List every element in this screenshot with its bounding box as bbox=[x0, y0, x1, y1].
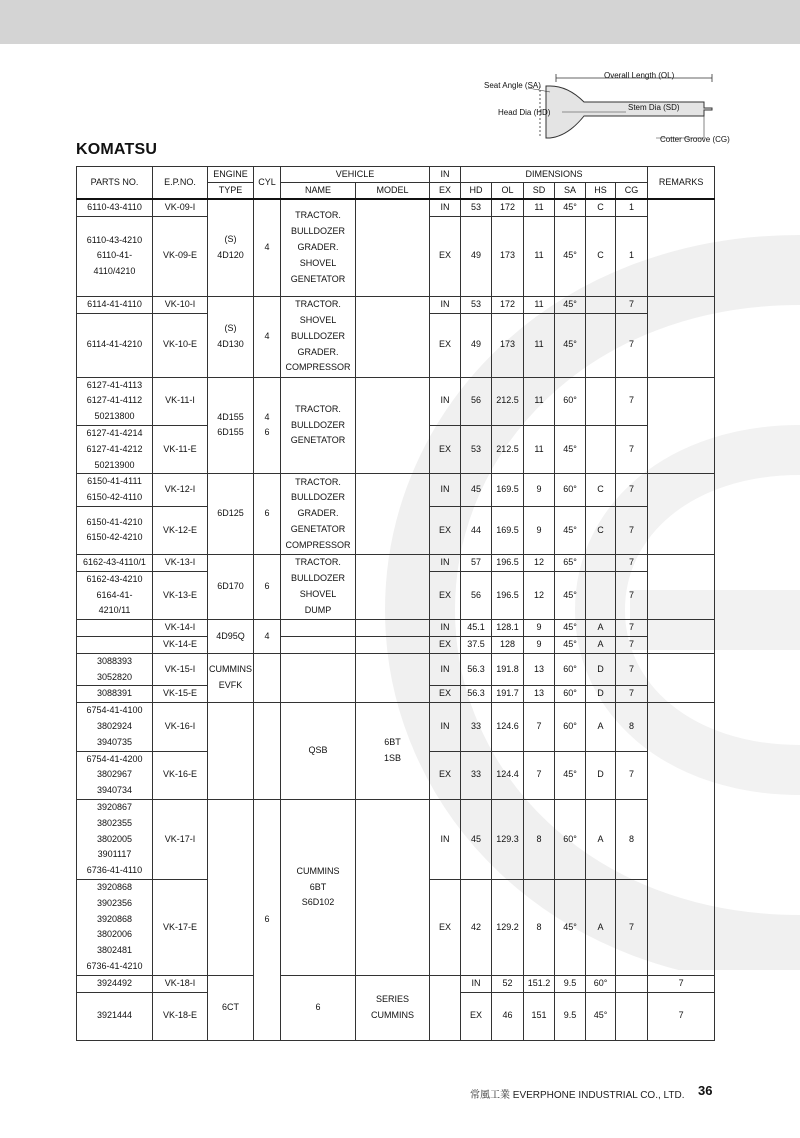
hs-cell: A bbox=[586, 620, 616, 637]
hd-cell: 53 bbox=[461, 199, 492, 216]
ep-no-cell: VK-11-I bbox=[153, 377, 208, 425]
io-cell: IN bbox=[430, 554, 461, 571]
parts-no-cell: 6114-41-4110 bbox=[77, 296, 153, 313]
company-name: 常風工業 EVERPHONE INDUSTRIAL CO., LTD. bbox=[470, 1090, 685, 1101]
sa-cell: 45° bbox=[555, 216, 586, 296]
ep-no-cell: VK-16-I bbox=[153, 703, 208, 751]
io-cell: EX bbox=[430, 425, 461, 473]
vehicle-name-cell: SERIES CUMMINS bbox=[356, 975, 430, 1040]
vehicle-model-cell bbox=[356, 377, 430, 474]
sa-cell: 45° bbox=[555, 571, 586, 619]
hd-cell: 52 bbox=[492, 975, 524, 992]
engine-type-cell: CUMMINS EVFK bbox=[208, 653, 254, 702]
vehicle-name-cell: CUMMINS 6BT S6D102 bbox=[281, 799, 356, 975]
sa-cell: 45° bbox=[555, 313, 586, 377]
cg-cell: 7 bbox=[648, 975, 715, 992]
hs-cell: A bbox=[586, 799, 616, 879]
parts-no-cell: 6114-41-4210 bbox=[77, 313, 153, 377]
hd-cell: 37.5 bbox=[461, 636, 492, 653]
io-cell: EX bbox=[430, 506, 461, 554]
hd-cell: 53 bbox=[461, 425, 492, 473]
sa-cell: 65° bbox=[555, 554, 586, 571]
io-cell: IN bbox=[430, 799, 461, 879]
remarks-cell bbox=[648, 620, 715, 654]
cyl-cell: 4 bbox=[254, 620, 281, 654]
engine-type-cell: (S) 4D120 bbox=[208, 199, 254, 296]
ep-no-cell: VK-11-E bbox=[153, 425, 208, 473]
sa-cell: 45° bbox=[586, 992, 616, 1040]
brand-title: KOMATSU bbox=[76, 141, 158, 158]
remarks-cell bbox=[648, 703, 715, 976]
remarks-cell bbox=[648, 296, 715, 377]
sa-cell: 45° bbox=[555, 636, 586, 653]
sa-cell: 60° bbox=[555, 703, 586, 751]
ol-cell: 212.5 bbox=[492, 377, 524, 425]
hd-cell: 33 bbox=[461, 751, 492, 799]
engine-type-cell: 6D125 bbox=[208, 474, 254, 555]
hs-cell: A bbox=[586, 703, 616, 751]
header-cyl: CYL bbox=[254, 167, 281, 200]
cg-cell: 7 bbox=[616, 425, 648, 473]
sa-cell: 45° bbox=[555, 879, 586, 975]
cg-cell: 7 bbox=[648, 992, 715, 1040]
io-cell: EX bbox=[430, 686, 461, 703]
ep-no-cell: VK-14-I bbox=[153, 620, 208, 637]
sd-cell: 11 bbox=[524, 313, 555, 377]
ep-no-cell: VK-10-I bbox=[153, 296, 208, 313]
hd-cell: 45 bbox=[461, 799, 492, 879]
io-cell: IN bbox=[430, 377, 461, 425]
sd-cell: 13 bbox=[524, 653, 555, 686]
io-cell: IN bbox=[430, 653, 461, 686]
table-row bbox=[77, 620, 715, 637]
sa-cell: 60° bbox=[555, 474, 586, 507]
vehicle-name-cell: TRACTOR. BULLDOZER GRADER. SHOVEL GENETATOR bbox=[281, 199, 356, 296]
engine-type-cell: 6CT bbox=[208, 975, 254, 1040]
vehicle-name-cell: TRACTOR. SHOVEL BULLDOZER GRADER. COMPRESSOR bbox=[281, 296, 356, 377]
vehicle-name-cell: TRACTOR. BULLDOZER SHOVEL DUMP bbox=[281, 554, 356, 619]
io-cell: IN bbox=[430, 296, 461, 313]
hs-cell bbox=[586, 377, 616, 425]
sd-cell: 9 bbox=[524, 636, 555, 653]
sa-cell: 45° bbox=[555, 751, 586, 799]
cg-cell: 7 bbox=[616, 377, 648, 425]
cg-cell: 7 bbox=[616, 474, 648, 507]
cg-cell: 7 bbox=[616, 296, 648, 313]
header-remarks: REMARKS bbox=[648, 167, 715, 200]
ol-cell: 129.2 bbox=[492, 879, 524, 975]
top-band bbox=[0, 0, 800, 44]
header-ep-no: E.P.NO. bbox=[153, 167, 208, 200]
vehicle-model-cell bbox=[356, 199, 430, 296]
sd-cell: 9.5 bbox=[555, 975, 586, 992]
sd-cell: 11 bbox=[524, 199, 555, 216]
ol-cell: 169.5 bbox=[492, 506, 524, 554]
io-cell: EX bbox=[430, 751, 461, 799]
engine-type-cell bbox=[208, 799, 254, 975]
sd-cell: 12 bbox=[524, 554, 555, 571]
header-hs: HS bbox=[586, 183, 616, 200]
hd-cell: 49 bbox=[461, 313, 492, 377]
table-row bbox=[77, 554, 715, 571]
hd-cell: 57 bbox=[461, 554, 492, 571]
remarks-cell bbox=[648, 474, 715, 555]
ep-no-cell: VK-15-E bbox=[153, 686, 208, 703]
valve-parts-table bbox=[76, 166, 715, 1041]
cyl-cell: 6 bbox=[281, 975, 356, 1040]
header-name: NAME bbox=[281, 183, 356, 200]
vehicle-model-cell bbox=[356, 554, 430, 619]
io-cell: EX bbox=[430, 571, 461, 619]
sa-cell: 60° bbox=[555, 377, 586, 425]
parts-no-cell: 6162-43-4210 6164-41- 4210/11 bbox=[77, 571, 153, 619]
hs-cell: D bbox=[586, 751, 616, 799]
cg-cell: 1 bbox=[616, 216, 648, 296]
parts-no-cell: 6150-41-4210 6150-42-4210 bbox=[77, 506, 153, 554]
sa-cell: 45° bbox=[555, 199, 586, 216]
parts-no-cell: 6110-43-4210 6110-41- 4110/4210 bbox=[77, 216, 153, 296]
hd-cell: 49 bbox=[461, 216, 492, 296]
hd-cell: 53 bbox=[461, 296, 492, 313]
hs-cell bbox=[586, 571, 616, 619]
table-row bbox=[77, 377, 715, 425]
header-vehicle: VEHICLE bbox=[281, 167, 430, 183]
ol-cell: 128 bbox=[492, 636, 524, 653]
vehicle-model-cell bbox=[356, 296, 430, 377]
seat-angle-label: Seat Angle (SA) bbox=[484, 81, 541, 90]
sd-cell: 8 bbox=[524, 799, 555, 879]
vehicle-name-cell bbox=[281, 620, 356, 637]
vehicle-model-cell bbox=[356, 636, 430, 653]
ol-cell: 169.5 bbox=[492, 474, 524, 507]
sd-cell: 9 bbox=[524, 506, 555, 554]
vehicle-model-cell bbox=[356, 474, 430, 555]
parts-no-cell: 6754-41-4100 3802924 3940735 bbox=[77, 703, 153, 751]
header-model: MODEL bbox=[356, 183, 430, 200]
header-hd: HD bbox=[461, 183, 492, 200]
sd-cell: 9 bbox=[524, 474, 555, 507]
vehicle-name-cell bbox=[281, 653, 356, 702]
table-row bbox=[77, 653, 715, 686]
parts-no-cell: 3088391 bbox=[77, 686, 153, 703]
sa-cell: 45° bbox=[555, 296, 586, 313]
ep-no-cell: VK-18-I bbox=[153, 975, 208, 992]
ep-no-cell: VK-13-I bbox=[153, 554, 208, 571]
hd-cell: 56 bbox=[461, 377, 492, 425]
io-cell: IN bbox=[430, 703, 461, 751]
parts-no-cell: 3921444 bbox=[77, 992, 153, 1040]
hs-cell bbox=[586, 296, 616, 313]
table-row bbox=[77, 296, 715, 313]
hd-cell: 45.1 bbox=[461, 620, 492, 637]
ep-no-cell: VK-12-I bbox=[153, 474, 208, 507]
overall-length-label: Overall Length (OL) bbox=[604, 71, 675, 80]
parts-no-cell bbox=[77, 620, 153, 637]
header-engine-type: TYPE bbox=[208, 183, 254, 200]
io-cell: IN bbox=[430, 199, 461, 216]
ol-cell: 151 bbox=[524, 992, 555, 1040]
io-cell: EX bbox=[430, 636, 461, 653]
sa-cell: 60° bbox=[555, 799, 586, 879]
cg-cell: 7 bbox=[616, 313, 648, 377]
parts-no-cell: 3088393 3052820 bbox=[77, 653, 153, 686]
hs-cell bbox=[616, 992, 648, 1040]
hd-cell: 45 bbox=[461, 474, 492, 507]
hs-cell: C bbox=[586, 199, 616, 216]
cotter-groove-label: Cotter Groove (CG) bbox=[660, 135, 730, 144]
sd-cell: 9 bbox=[524, 620, 555, 637]
vehicle-model-cell bbox=[356, 653, 430, 702]
ol-cell: 151.2 bbox=[524, 975, 555, 992]
ep-no-cell: VK-10-E bbox=[153, 313, 208, 377]
io-cell: IN bbox=[430, 474, 461, 507]
parts-no-cell: 3920867 3802355 3802005 3901117 6736-41-4110 bbox=[77, 799, 153, 879]
header-ol: OL bbox=[492, 183, 524, 200]
table-row bbox=[77, 703, 715, 751]
hd-cell: 46 bbox=[492, 992, 524, 1040]
ol-cell: 172 bbox=[492, 296, 524, 313]
ep-no-cell: VK-18-E bbox=[153, 992, 208, 1040]
sd-cell: 8 bbox=[524, 879, 555, 975]
valve-dimension-diagram bbox=[476, 64, 736, 160]
parts-no-cell: 6127-41-4214 6127-41-4212 50213900 bbox=[77, 425, 153, 473]
parts-no-cell: 3924492 bbox=[77, 975, 153, 992]
cg-cell: 7 bbox=[616, 620, 648, 637]
sd-cell: 7 bbox=[524, 703, 555, 751]
ep-no-cell: VK-12-E bbox=[153, 506, 208, 554]
ep-no-cell: VK-09-I bbox=[153, 199, 208, 216]
ol-cell: 124.6 bbox=[492, 703, 524, 751]
table-body bbox=[77, 199, 715, 1040]
ol-cell: 124.4 bbox=[492, 751, 524, 799]
ol-cell: 128.1 bbox=[492, 620, 524, 637]
remarks-cell bbox=[648, 554, 715, 619]
ol-cell: 173 bbox=[492, 216, 524, 296]
cg-cell: 7 bbox=[616, 636, 648, 653]
engine-type-cell: 4D95Q bbox=[208, 620, 254, 654]
ol-cell: 191.7 bbox=[492, 686, 524, 703]
header-dimensions: DIMENSIONS bbox=[461, 167, 648, 183]
parts-no-cell: 3920868 3902356 3920868 3802006 3802481 6736-41-4210 bbox=[77, 879, 153, 975]
remarks-cell bbox=[648, 653, 715, 702]
sd-cell: 9.5 bbox=[555, 992, 586, 1040]
io-cell: IN bbox=[461, 975, 492, 992]
hd-cell: 56.3 bbox=[461, 653, 492, 686]
header-ex: EX bbox=[430, 183, 461, 200]
table-row bbox=[77, 199, 715, 216]
remarks-cell bbox=[648, 377, 715, 474]
ep-no-cell: VK-15-I bbox=[153, 653, 208, 686]
sa-cell: 45° bbox=[555, 620, 586, 637]
page-number: 36 bbox=[698, 1083, 713, 1098]
sd-cell: 11 bbox=[524, 296, 555, 313]
sa-cell: 60° bbox=[586, 975, 616, 992]
cg-cell: 7 bbox=[616, 686, 648, 703]
ol-cell: 191.8 bbox=[492, 653, 524, 686]
hs-cell: D bbox=[586, 686, 616, 703]
ep-no-cell: VK-17-E bbox=[153, 879, 208, 975]
parts-no-cell: 6150-41-4111 6150-42-4110 bbox=[77, 474, 153, 507]
cg-cell: 7 bbox=[616, 751, 648, 799]
io-cell: EX bbox=[430, 879, 461, 975]
hs-cell: D bbox=[586, 653, 616, 686]
cg-cell: 8 bbox=[616, 799, 648, 879]
sa-cell: 45° bbox=[555, 425, 586, 473]
cg-cell: 8 bbox=[616, 703, 648, 751]
cyl-cell bbox=[254, 703, 281, 800]
parts-no-cell bbox=[77, 636, 153, 653]
io-cell: EX bbox=[430, 313, 461, 377]
vehicle-model-cell bbox=[356, 620, 430, 637]
sd-cell: 13 bbox=[524, 686, 555, 703]
cyl-cell: 6 bbox=[254, 554, 281, 619]
ep-no-cell: VK-14-E bbox=[153, 636, 208, 653]
ol-cell: 196.5 bbox=[492, 554, 524, 571]
hd-cell: 33 bbox=[461, 703, 492, 751]
ep-no-cell: VK-09-E bbox=[153, 216, 208, 296]
cyl-cell: 4 6 bbox=[254, 377, 281, 474]
cyl-cell bbox=[254, 653, 281, 702]
ol-cell: 212.5 bbox=[492, 425, 524, 473]
header-in: IN bbox=[430, 167, 461, 183]
sd-cell: 11 bbox=[524, 425, 555, 473]
cyl-cell: 6 bbox=[254, 799, 281, 1040]
engine-type-cell bbox=[208, 703, 254, 800]
header-sa: SA bbox=[555, 183, 586, 200]
engine-type-cell: 4D155 6D155 bbox=[208, 377, 254, 474]
vehicle-name-cell: TRACTOR. BULLDOZER GRADER. GENETATOR COMPRESSOR bbox=[281, 474, 356, 555]
ol-cell: 196.5 bbox=[492, 571, 524, 619]
sd-cell: 11 bbox=[524, 377, 555, 425]
ep-no-cell: VK-16-E bbox=[153, 751, 208, 799]
vehicle-model-cell: 6BT 1SB bbox=[356, 703, 430, 800]
vehicle-model-cell bbox=[356, 799, 430, 975]
ol-cell: 172 bbox=[492, 199, 524, 216]
vehicle-model-cell bbox=[430, 975, 461, 1040]
header-engine: ENGINE bbox=[208, 167, 254, 183]
footer-company bbox=[470, 1086, 688, 1101]
table-row bbox=[77, 799, 715, 879]
hs-cell: A bbox=[586, 636, 616, 653]
table-row bbox=[77, 975, 715, 992]
ep-no-cell: VK-17-I bbox=[153, 799, 208, 879]
cyl-cell: 6 bbox=[254, 474, 281, 555]
parts-no-cell: 6754-41-4200 3802967 3940734 bbox=[77, 751, 153, 799]
hd-cell: 56 bbox=[461, 571, 492, 619]
hd-cell: 56.3 bbox=[461, 686, 492, 703]
hs-cell bbox=[586, 425, 616, 473]
hs-cell bbox=[586, 313, 616, 377]
hs-cell bbox=[616, 975, 648, 992]
engine-type-cell: 6D170 bbox=[208, 554, 254, 619]
sd-cell: 12 bbox=[524, 571, 555, 619]
ep-no-cell: VK-13-E bbox=[153, 571, 208, 619]
parts-no-cell: 6110-43-4110 bbox=[77, 199, 153, 216]
io-cell: EX bbox=[461, 992, 492, 1040]
sa-cell: 60° bbox=[555, 653, 586, 686]
engine-type-cell: (S) 4D130 bbox=[208, 296, 254, 377]
sa-cell: 45° bbox=[555, 506, 586, 554]
hd-cell: 44 bbox=[461, 506, 492, 554]
sd-cell: 7 bbox=[524, 751, 555, 799]
cyl-cell: 4 bbox=[254, 296, 281, 377]
remarks-cell bbox=[648, 199, 715, 296]
table-row bbox=[77, 636, 715, 653]
vehicle-name-cell bbox=[281, 636, 356, 653]
header-parts-no: PARTS NO. bbox=[77, 167, 153, 200]
cg-cell: 7 bbox=[616, 554, 648, 571]
header-cg: CG bbox=[616, 183, 648, 200]
io-cell: IN bbox=[430, 620, 461, 637]
parts-no-cell: 6127-41-4113 6127-41-4112 50213800 bbox=[77, 377, 153, 425]
hs-cell: C bbox=[586, 506, 616, 554]
cg-cell: 7 bbox=[616, 506, 648, 554]
hs-cell: C bbox=[586, 216, 616, 296]
cg-cell: 7 bbox=[616, 653, 648, 686]
ol-cell: 129.3 bbox=[492, 799, 524, 879]
ol-cell: 173 bbox=[492, 313, 524, 377]
cg-cell: 7 bbox=[616, 571, 648, 619]
cg-cell: 1 bbox=[616, 199, 648, 216]
hs-cell bbox=[586, 554, 616, 571]
vehicle-name-cell: TRACTOR. BULLDOZER GENETATOR bbox=[281, 377, 356, 474]
io-cell: EX bbox=[430, 216, 461, 296]
hd-cell: 42 bbox=[461, 879, 492, 975]
sa-cell: 60° bbox=[555, 686, 586, 703]
head-dia-label: Head Dia (HD) bbox=[498, 108, 551, 117]
hs-cell: C bbox=[586, 474, 616, 507]
cyl-cell: 4 bbox=[254, 199, 281, 296]
cg-cell: 7 bbox=[616, 879, 648, 975]
parts-no-cell: 6162-43-4110/1 bbox=[77, 554, 153, 571]
header-sd: SD bbox=[524, 183, 555, 200]
vehicle-name-cell: QSB bbox=[281, 703, 356, 800]
table-row bbox=[77, 474, 715, 507]
hs-cell: A bbox=[586, 879, 616, 975]
sd-cell: 11 bbox=[524, 216, 555, 296]
stem-dia-label: Stem Dia (SD) bbox=[628, 103, 680, 112]
